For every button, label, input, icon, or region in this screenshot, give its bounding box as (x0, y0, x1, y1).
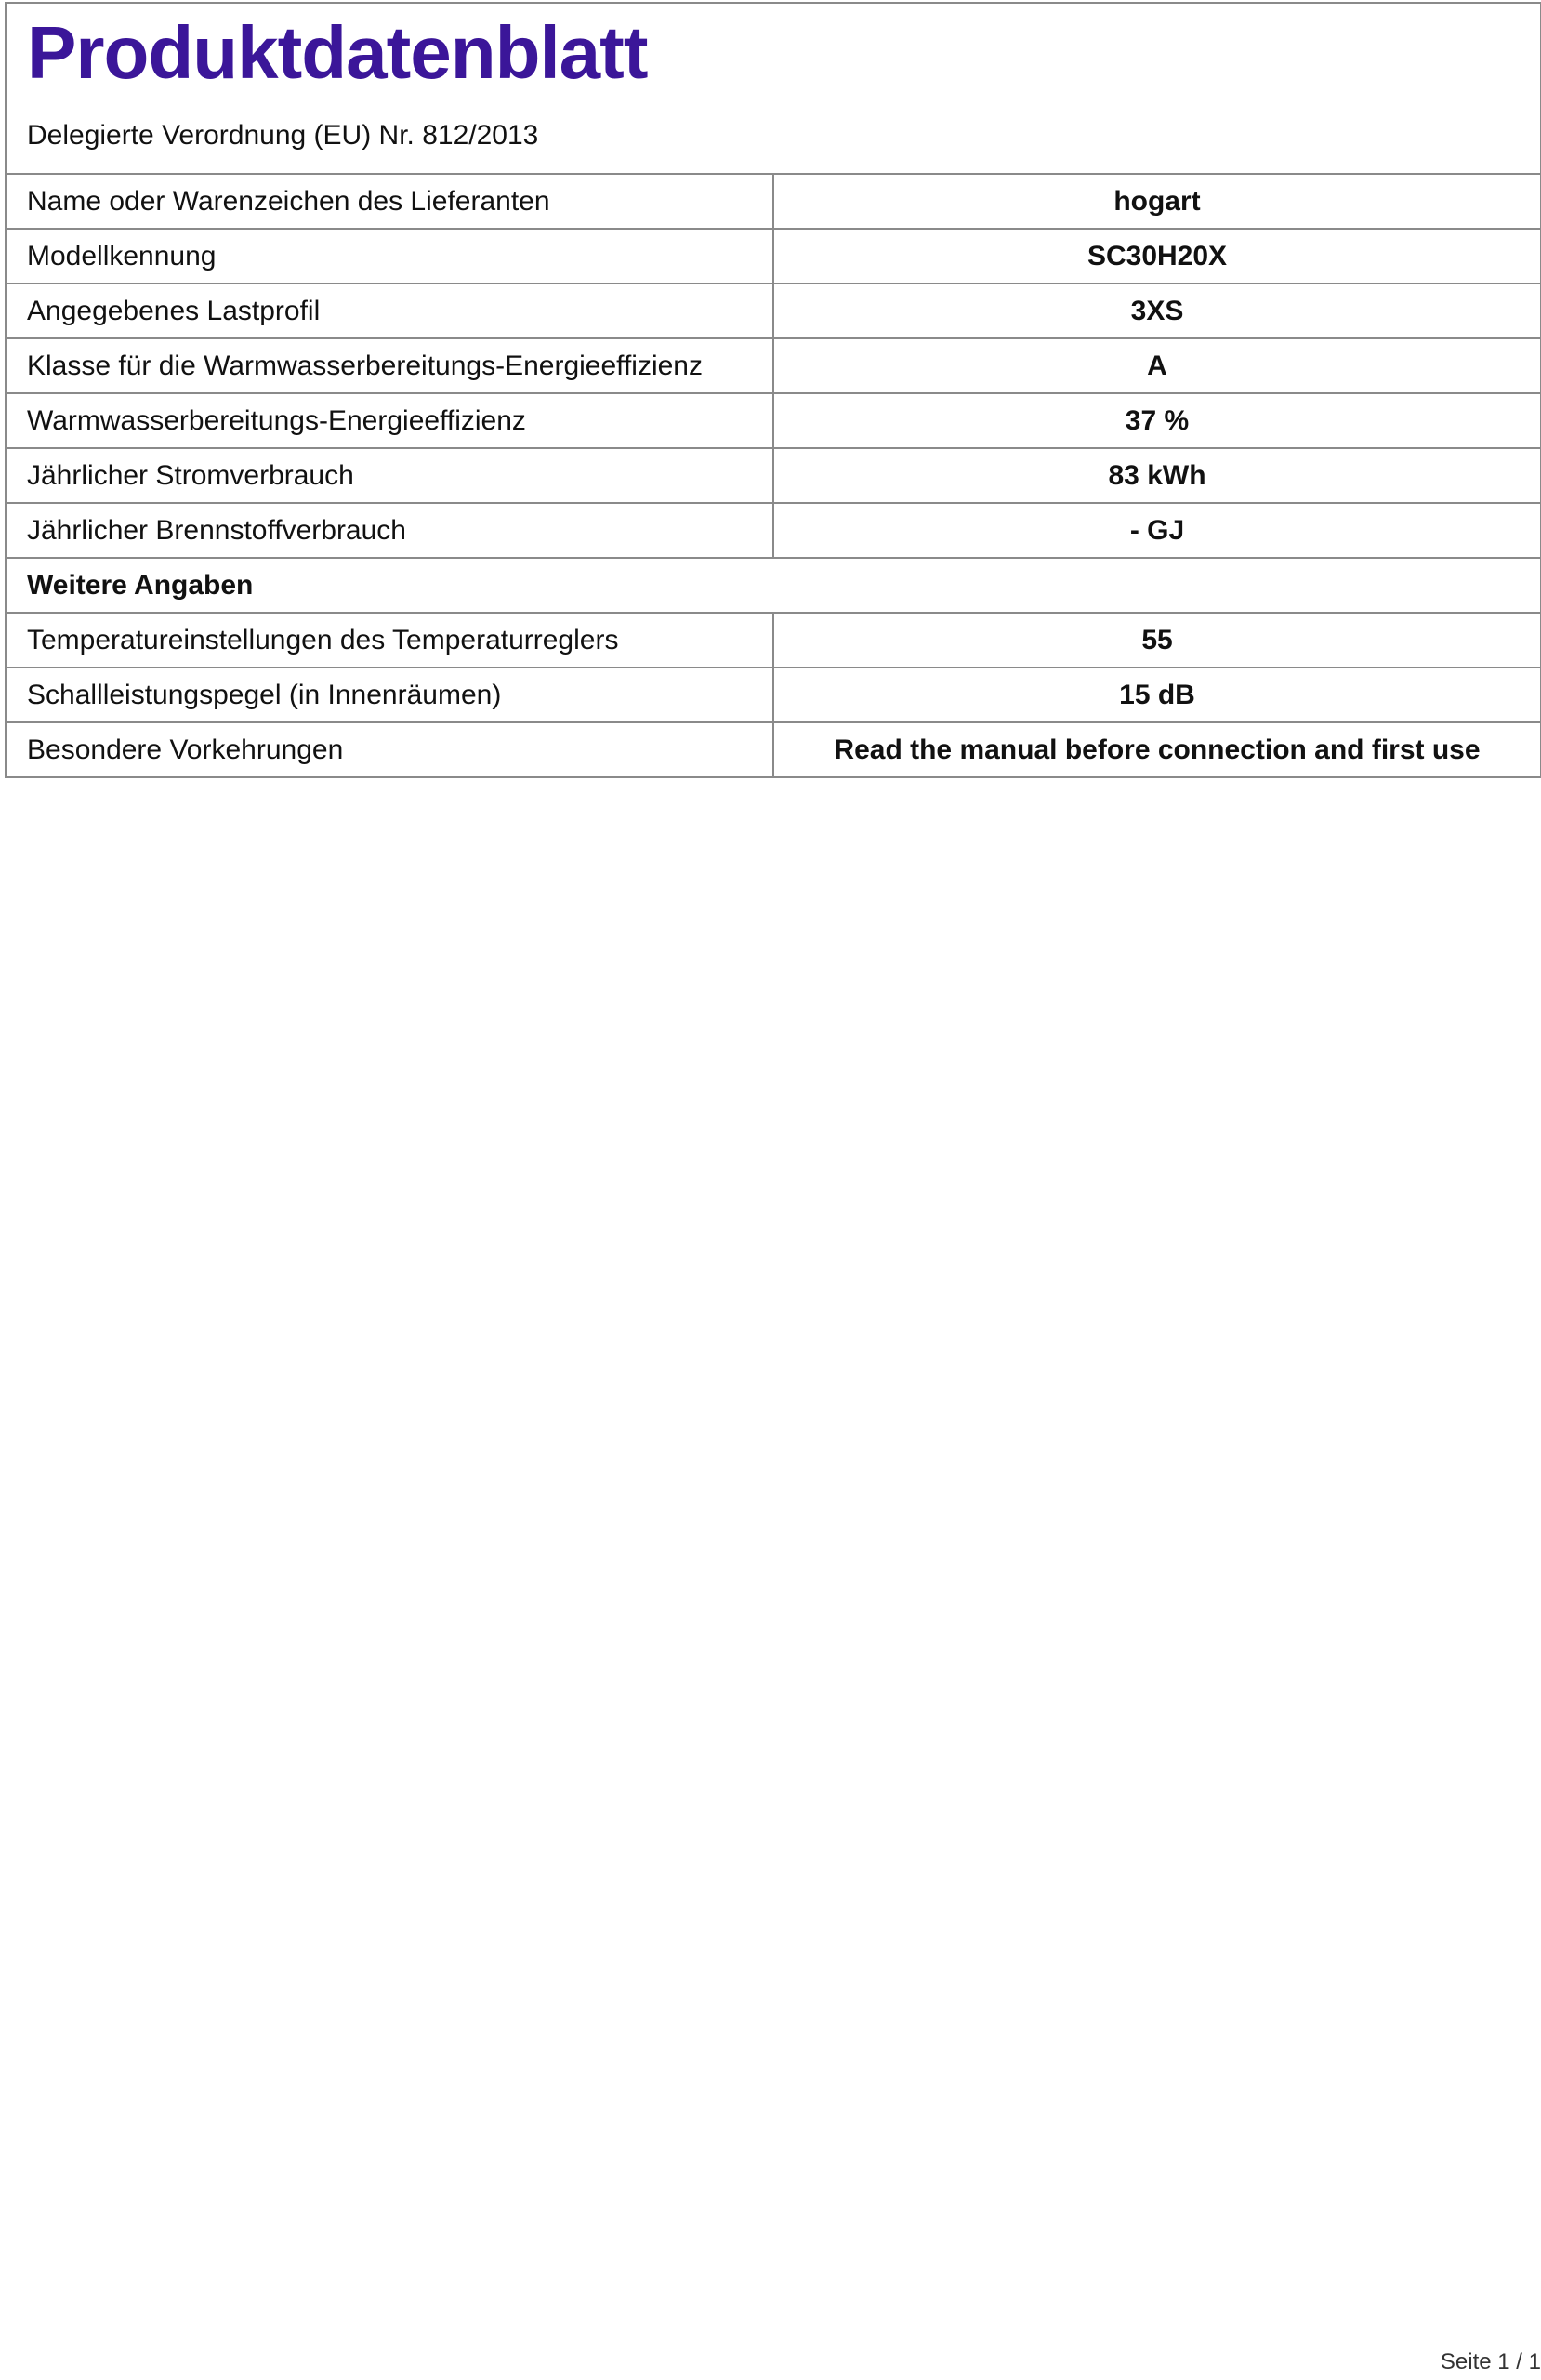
row-value: Read the manual before connection and first use (834, 734, 1481, 765)
row-value: 83 kWh (1108, 460, 1206, 491)
row-value: 37 % (1125, 405, 1190, 436)
row-label: Klasse für die Warmwasserbereitungs-Energieeffizienz (7, 339, 774, 392)
row-label: Jährlicher Stromverbrauch (7, 449, 774, 502)
page-title: Produktdatenblatt (27, 11, 648, 94)
table-row (7, 504, 1540, 559)
row-value: A (1147, 350, 1167, 381)
product-data-sheet (5, 2, 1541, 778)
table-row (7, 449, 1540, 504)
row-value: 55 (1141, 625, 1173, 655)
page-number: Seite 1 / 1 (1440, 2349, 1541, 2374)
table-row (7, 284, 1540, 339)
regulation-subtitle: Delegierte Verordnung (EU) Nr. 812/2013 (27, 120, 539, 151)
row-label: Warmwasserbereitungs-Energieeffizienz (7, 394, 774, 447)
row-label: Name oder Warenzeichen des Lieferanten (7, 175, 774, 228)
table-row (7, 723, 1540, 776)
row-label: Jährlicher Brennstoffverbrauch (7, 504, 774, 557)
table-row (7, 668, 1540, 723)
row-label: Temperatureinstellungen des Temperaturreglers (7, 614, 774, 667)
table-row (7, 175, 1540, 230)
row-value: SC30H20X (1087, 241, 1228, 271)
row-label: Modellkennung (7, 230, 774, 283)
table-row (7, 394, 1540, 449)
row-value: 3XS (1130, 296, 1184, 326)
row-value: hogart (1113, 186, 1201, 217)
row-label: Besondere Vorkehrungen (7, 723, 774, 776)
row-label: Schallleistungspegel (in Innenräumen) (7, 668, 774, 721)
table-row (7, 230, 1540, 284)
row-value: - GJ (1129, 515, 1185, 546)
table-row (7, 339, 1540, 394)
row-value: 15 dB (1119, 680, 1195, 710)
sheet-header (7, 4, 1540, 175)
section-heading: Weitere Angaben (7, 559, 1540, 614)
table-row (7, 614, 1540, 668)
row-label: Angegebenes Lastprofil (7, 284, 774, 337)
